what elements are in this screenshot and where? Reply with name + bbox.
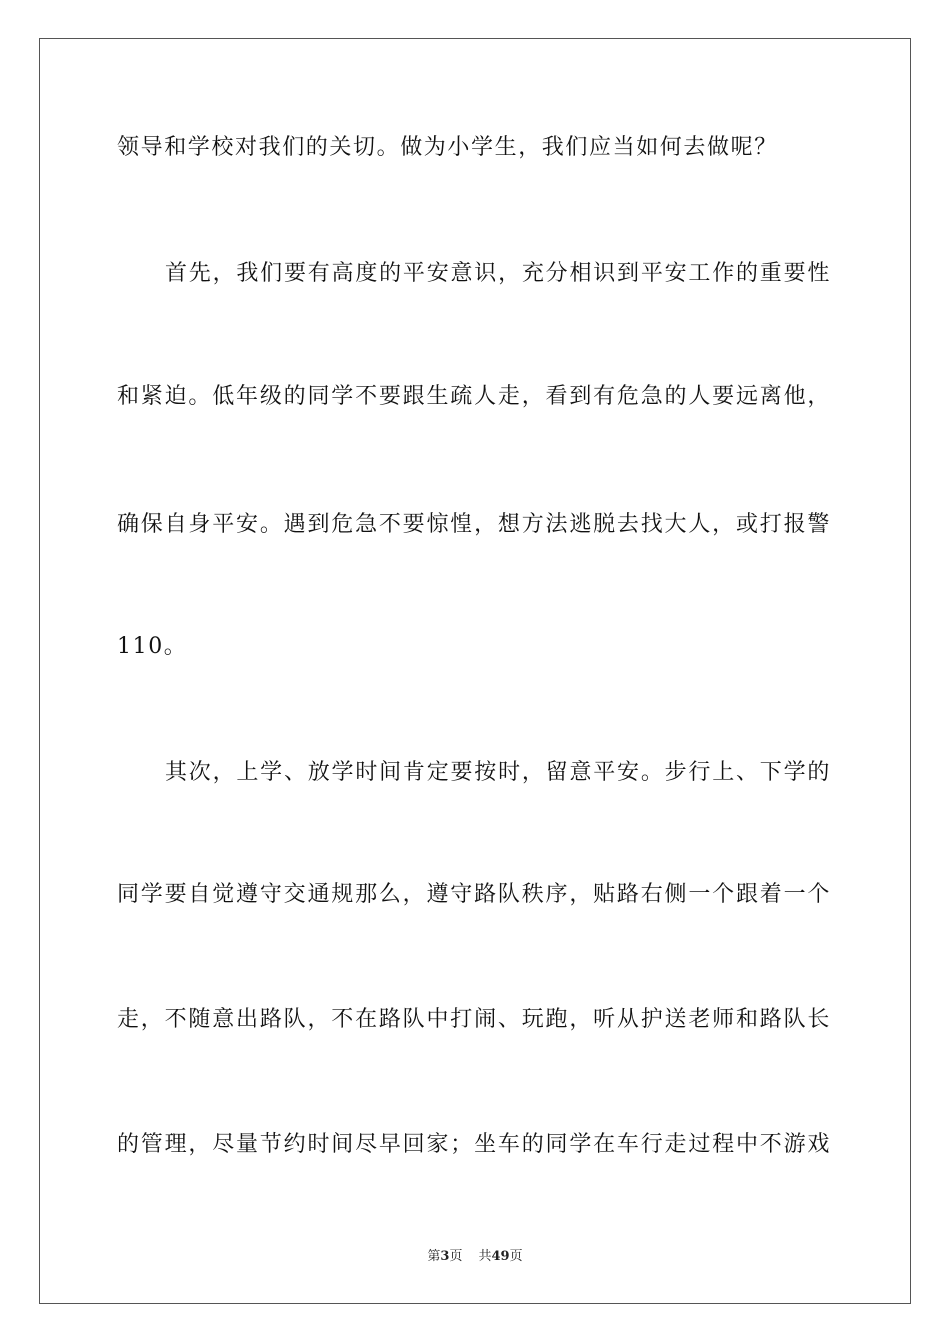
text-line-7: 同学要自觉遵守交通规那么，遵守路队秩序，贴路右侧一个跟着一个 (117, 882, 831, 907)
total-prefix: 共 (478, 1249, 492, 1264)
total-pages: 49 (491, 1249, 510, 1264)
text-line-5: 110。 (117, 634, 188, 659)
page-suffix: 页 (449, 1249, 463, 1264)
page-prefix: 第 (427, 1249, 441, 1264)
text-line-3: 和紧迫。低年级的同学不要跟生疏人走，看到有危急的人要远离他， (117, 384, 831, 409)
page-footer (0, 1248, 950, 1266)
text-line-2: 首先，我们要有高度的平安意识，充分相识到平安工作的重要性 (165, 261, 831, 286)
text-line-1: 领导和学校对我们的关切。做为小学生，我们应当如何去做呢？ (117, 135, 778, 160)
text-line-8: 走，不随意出路队，不在路队中打闹、玩跑，听从护送老师和路队长 (117, 1007, 831, 1032)
total-suffix: 页 (509, 1249, 523, 1264)
text-line-9: 的管理，尽量节约时间尽早回家；坐车的同学在车行走过程中不游戏 (117, 1132, 831, 1157)
page-number: 3 (440, 1249, 450, 1264)
page-border (39, 38, 911, 1304)
text-line-6: 其次，上学、放学时间肯定要按时，留意平安。步行上、下学的 (165, 760, 831, 785)
text-line-4: 确保自身平安。遇到危急不要惊惶，想方法逃脱去找大人，或打报警 (117, 512, 831, 537)
